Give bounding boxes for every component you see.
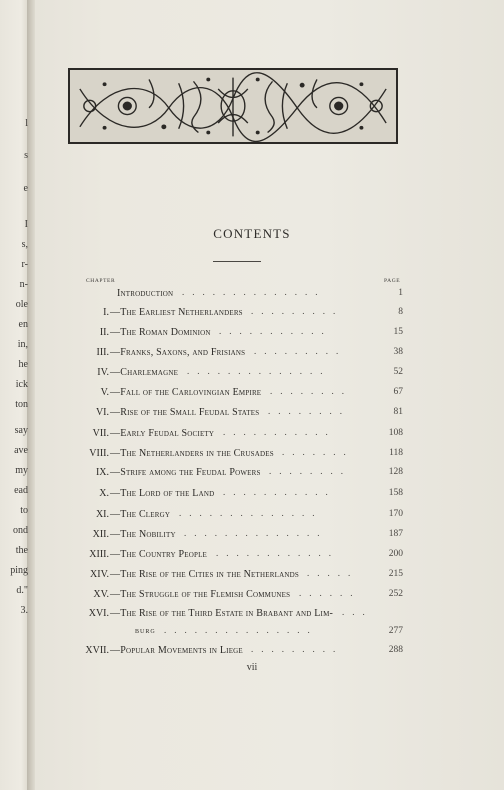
facing-page-fragment: n- <box>19 279 28 290</box>
facing-page-fragment: ave <box>14 445 28 456</box>
chapter-number: V. <box>100 387 109 398</box>
page-number: 158 <box>388 488 403 498</box>
facing-page-fragment: say <box>14 425 28 436</box>
chapter-number: VII. <box>92 428 109 439</box>
chapter-title: —Popular Movements in Liege <box>110 645 243 656</box>
toc-entry[interactable] <box>0 407 504 421</box>
chapter-title: —Early Feudal Society <box>110 428 215 439</box>
leader-dots: ......... <box>251 644 344 654</box>
facing-page-fragment: in, <box>17 339 28 350</box>
facing-page-fragment: ping <box>10 565 28 576</box>
facing-page-fragment: d." <box>16 585 28 596</box>
chapter-number: IX. <box>95 467 109 478</box>
chapter-title: Introduction <box>117 288 174 299</box>
leader-dots: ...... <box>299 588 361 598</box>
page-number: 1 <box>398 288 403 298</box>
facing-page-fragment: to <box>20 505 28 516</box>
chapter-number: I. <box>103 307 109 318</box>
toc-entry[interactable] <box>0 626 504 640</box>
page-number: 38 <box>393 347 403 357</box>
toc-entry[interactable] <box>0 645 504 659</box>
toc-entry[interactable] <box>0 448 504 462</box>
page-label: PAGE <box>384 278 401 284</box>
chapter-title: —Rise of the Small Feudal States <box>110 407 260 418</box>
page-title: CONTENTS <box>213 226 291 241</box>
leader-dots: .............. <box>182 287 326 297</box>
chapter-title: —The Nobility <box>110 529 176 540</box>
leader-dots: ... <box>342 607 373 617</box>
chapter-title: burg <box>135 626 156 635</box>
chapter-number: XIII. <box>89 549 109 560</box>
leader-dots: ........ <box>270 386 352 396</box>
toc-entry[interactable] <box>0 387 504 401</box>
chapter-title: —Charlemagne <box>110 367 179 378</box>
page-number: 288 <box>388 645 403 655</box>
page-number: 52 <box>393 367 403 377</box>
chapter-number: XII. <box>92 529 109 540</box>
chapter-title: —The Lord of the Land <box>110 488 215 499</box>
facing-page-fragment: ick <box>15 379 28 390</box>
toc-entry[interactable] <box>0 529 504 543</box>
page-number: 128 <box>388 467 403 477</box>
leader-dots: ........ <box>269 466 351 476</box>
toc-entry[interactable] <box>0 307 504 321</box>
leader-dots: ........ <box>268 406 350 416</box>
facing-page-fragment: 3. <box>20 605 28 616</box>
page-number: 215 <box>388 569 403 579</box>
toc-entry[interactable] <box>0 509 504 523</box>
chapter-number: VIII. <box>89 448 109 459</box>
facing-page-fragment: ton <box>15 399 28 410</box>
facing-page-fragment: s, <box>21 239 28 250</box>
chapter-title: —The Roman Dominion <box>110 327 211 338</box>
facing-page-fragment: l <box>25 118 28 129</box>
decorative-headpiece <box>68 68 398 144</box>
leader-dots: .............. <box>184 528 328 538</box>
toc-entry[interactable] <box>0 428 504 442</box>
facing-page-fragment: he <box>18 359 28 370</box>
facing-page-fragment: ole <box>15 299 28 310</box>
chapter-number: X. <box>99 488 109 499</box>
chapter-title: —Franks, Saxons, and Frisians <box>110 347 246 358</box>
leader-dots: ........... <box>219 326 332 336</box>
chapter-number: IV. <box>97 367 109 378</box>
toc-entry[interactable] <box>0 608 504 622</box>
page-folio: vii <box>246 662 258 673</box>
chapter-title: —The Rise of the Cities in the Netherlands <box>110 569 299 580</box>
chapter-title: —The Struggle of the Flemish Communes <box>110 589 291 600</box>
chapter-number: XIV. <box>90 569 109 580</box>
leader-dots: .............. <box>179 508 323 518</box>
facing-page-fragment: ead <box>14 485 28 496</box>
toc-entry[interactable] <box>0 288 504 302</box>
page-number: 187 <box>388 529 403 539</box>
toc-entry[interactable] <box>0 569 504 583</box>
chapter-number: III. <box>96 347 109 358</box>
chapter-number: XV. <box>93 589 109 600</box>
page-number: 67 <box>393 387 403 397</box>
title-rule <box>213 261 261 262</box>
facing-page-fragment: s <box>24 150 28 161</box>
chapter-label: CHAPTER <box>86 278 116 284</box>
leader-dots: ......... <box>251 306 344 316</box>
toc-entry[interactable] <box>0 589 504 603</box>
facing-page-fragment: e <box>23 183 28 194</box>
page-number: 8 <box>398 307 403 317</box>
chapter-number: XVII. <box>85 645 109 656</box>
page-number: 118 <box>389 448 403 458</box>
chapter-title: —The Rise of the Third Estate in Brabant and Lim- <box>110 608 334 619</box>
chapter-number: XVI. <box>88 608 109 619</box>
chapter-title: —The Netherlanders in the Crusades <box>110 448 274 459</box>
page-number: 200 <box>388 549 403 559</box>
chapter-title: —The Country People <box>110 549 208 560</box>
page-number: 108 <box>388 428 403 438</box>
page-number: 252 <box>388 589 403 599</box>
chapter-title: —The Clergy <box>110 509 171 520</box>
facing-page-fragment: my <box>15 465 28 476</box>
page-number: 81 <box>393 407 403 417</box>
page-number: 15 <box>393 327 403 337</box>
chapter-number: XI. <box>95 509 109 520</box>
leader-dots: ........... <box>223 427 336 437</box>
leader-dots: ............ <box>216 548 339 558</box>
leader-dots: .............. <box>187 366 331 376</box>
leader-dots: ....... <box>282 447 354 457</box>
leader-dots: ............... <box>164 625 318 635</box>
facing-page-fragment: ond <box>13 525 28 536</box>
page-number: 277 <box>388 626 403 636</box>
chapter-title: —The Earliest Netherlanders <box>110 307 243 318</box>
facing-page-fragment: the <box>15 545 28 556</box>
toc-entry[interactable] <box>0 367 504 381</box>
facing-page-fragment: en <box>18 319 28 330</box>
facing-page-fragment: r- <box>21 259 28 270</box>
toc-entry[interactable] <box>0 488 504 502</box>
leader-dots: ..... <box>307 568 359 578</box>
leader-dots: ........... <box>223 487 336 497</box>
page-number: 170 <box>388 509 403 519</box>
chapter-number: VI. <box>95 407 109 418</box>
facing-page-fragment: I <box>24 219 28 230</box>
toc-entry[interactable] <box>0 327 504 341</box>
floral-ornament-icon <box>70 70 396 142</box>
toc-entry[interactable] <box>0 467 504 481</box>
toc-entry[interactable] <box>0 347 504 361</box>
chapter-title: —Strife among the Feudal Powers <box>110 467 261 478</box>
chapter-title: —Fall of the Carlovingian Empire <box>110 387 262 398</box>
toc-entry[interactable] <box>0 549 504 563</box>
chapter-number: II. <box>99 327 109 338</box>
leader-dots: ......... <box>254 346 347 356</box>
